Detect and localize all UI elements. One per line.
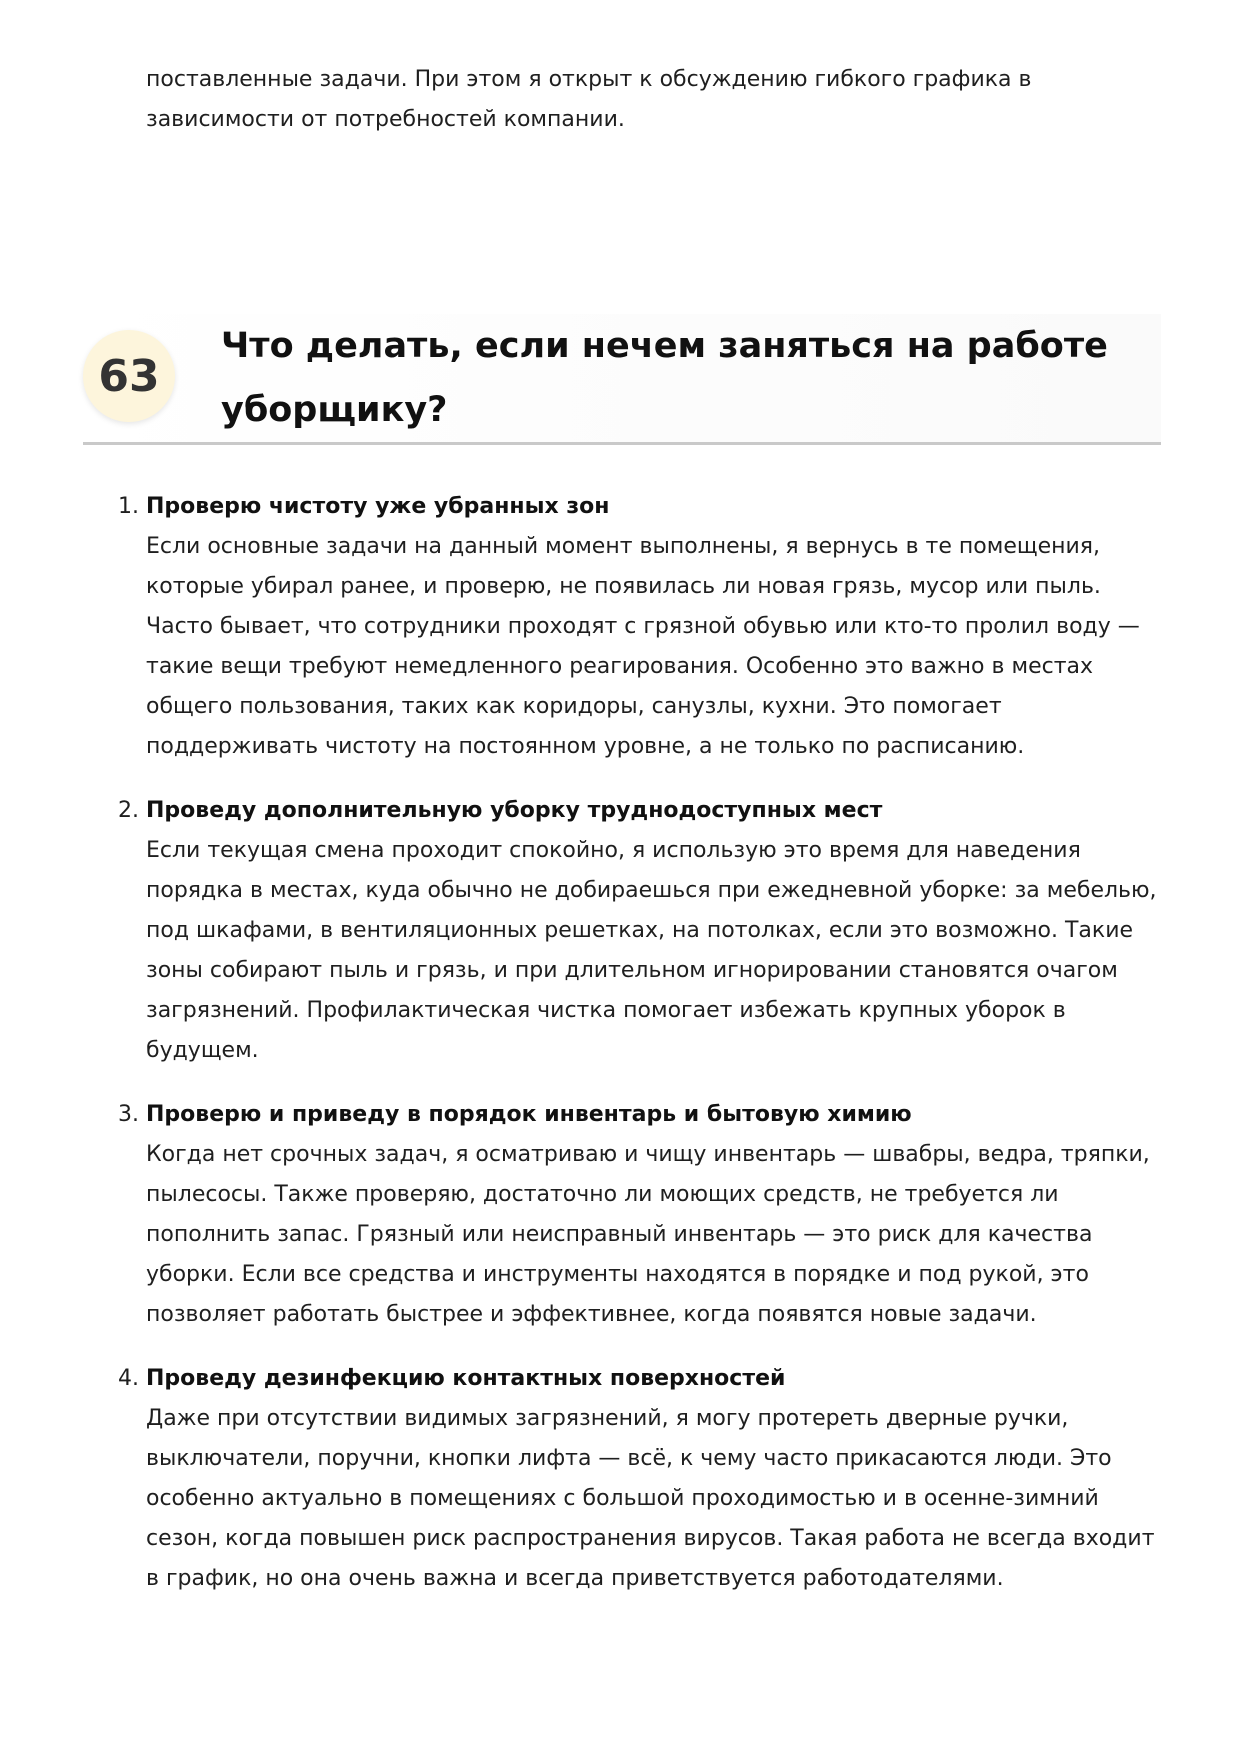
section-number-badge: 63	[83, 330, 175, 422]
list-item-text: Если текущая смена проходит спокойно, я использую это время для наведения порядка в местах, куда обычно не добираешься при ежедневной уборке: за мебелью, под шкафами, в вентиляционных решетках, на потолках, если это возможно. Такие зоны собирают пыль и грязь, и при длительном игнорировании становятся очагом загрязнений. Профилактическая чистка помогает избежать крупных уборок в будущем.	[146, 838, 1157, 1063]
answer-list	[118, 487, 1163, 1623]
list-item-number: 1.	[118, 494, 139, 519]
list-item	[118, 1359, 1163, 1599]
list-item-content	[146, 487, 1161, 767]
list-item	[118, 487, 1163, 767]
list-item	[118, 1095, 1163, 1335]
section-title: Что делать, если нечем заняться на работе уборщику?	[221, 326, 1108, 430]
list-item-title: Проверю и приведу в порядок инвентарь и бытовую химию	[146, 1102, 912, 1127]
list-item-number: 3.	[118, 1102, 139, 1127]
list-item-content	[146, 1359, 1161, 1599]
list-item-number: 4.	[118, 1366, 139, 1391]
intro-paragraph: поставленные задачи. При этом я открыт к обсуждению гибкого графика в зависимости от потребностей компании.	[146, 67, 1032, 132]
list-item-title: Проведу дополнительную уборку труднодоступных мест	[146, 798, 883, 823]
list-item-text: Если основные задачи на данный момент выполнены, я вернусь в те помещения, которые убирал ранее, и проверю, не появилась ли новая грязь, мусор или пыль. Часто бывает, что сотрудники проходят с грязной обувью или кто-то пролил воду — такие вещи требуют немедленного реагирования. Особенно это важно в местах общего пользования, таких как коридоры, санузлы, кухни. Это помогает поддерживать чистоту на постоянном уровне, а не только по расписанию.	[146, 534, 1140, 759]
list-item-text: Даже при отсутствии видимых загрязнений, я могу протереть дверные ручки, выключатели, поручни, кнопки лифта — всё, к чему часто прикасаются люди. Это особенно актуально в помещениях с большой проходимостью и в осенне-зимний сезон, когда повышен риск распространения вирусов. Такая работа не всегда входит в график, но она очень важна и всегда приветствуется работодателями.	[146, 1406, 1155, 1591]
list-item-text: Когда нет срочных задач, я осматриваю и чищу инвентарь — швабры, ведра, тряпки, пылесосы. Также проверяю, достаточно ли моющих средств, не требуется ли пополнить запас. Грязный или неисправный инвентарь — это риск для качества уборки. Если все средства и инструменты находятся в порядке и под рукой, это позволяет работать быстрее и эффективнее, когда появятся новые задачи.	[146, 1142, 1150, 1327]
list-item-title: Проведу дезинфекцию контактных поверхностей	[146, 1366, 786, 1391]
section-header	[83, 314, 1161, 445]
list-item-content	[146, 791, 1161, 1071]
list-item-title: Проверю чистоту уже убранных зон	[146, 494, 610, 519]
list-item-number: 2.	[118, 798, 139, 823]
list-item	[118, 791, 1163, 1071]
list-item-content	[146, 1095, 1161, 1335]
